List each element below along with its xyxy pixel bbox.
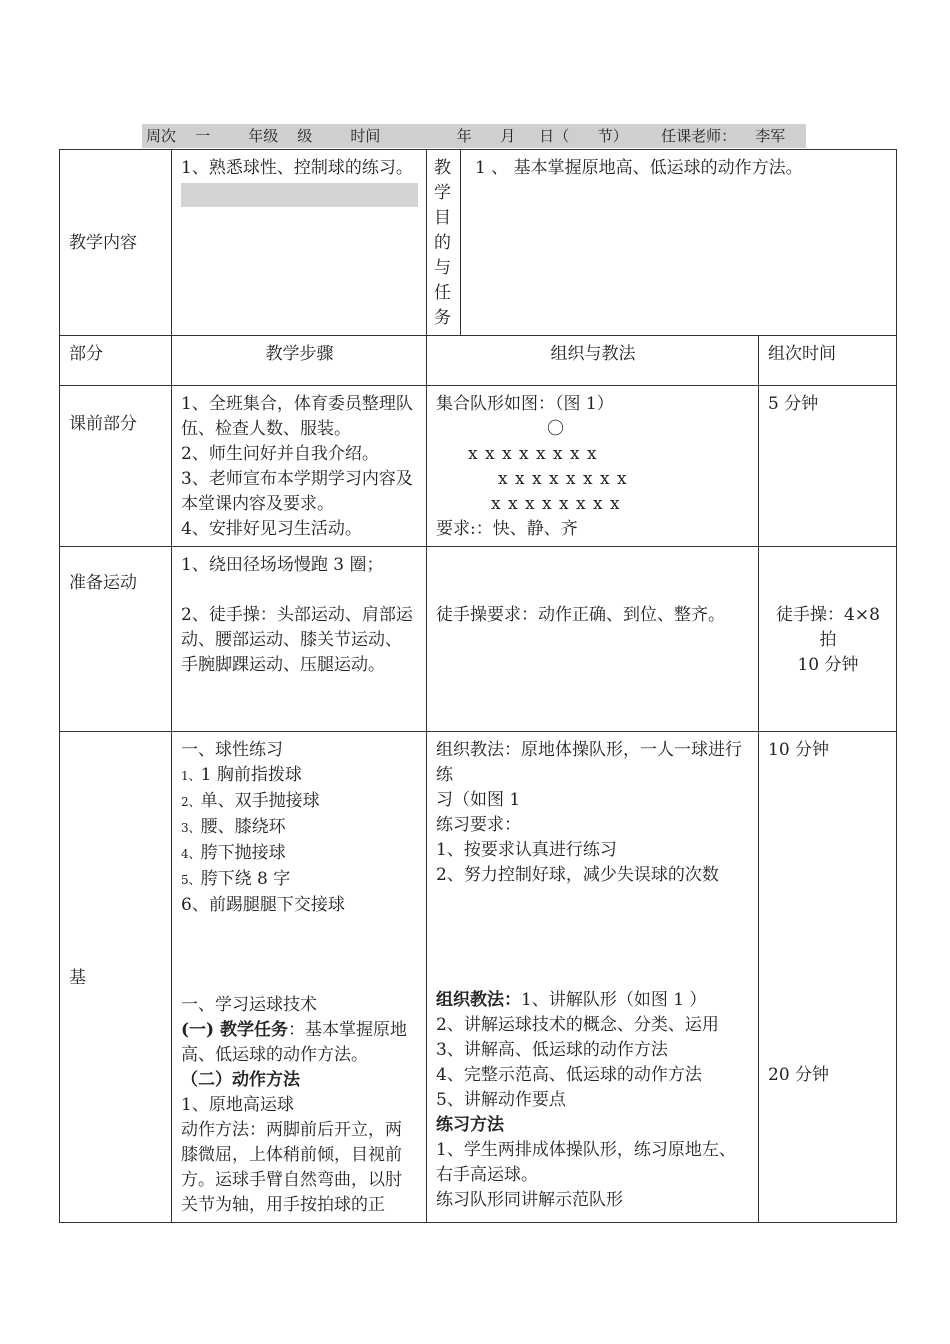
warmup-steps (172, 547, 427, 732)
warmup-time: 徒手操：4×8 拍 10 分钟 (759, 547, 897, 732)
ball-item: 1、1 胸前指拨球 (181, 765, 302, 785)
task-text: (一) 教学任务：基本掌握原地高、低运球的动作方法。 (181, 1020, 408, 1065)
pre-class-time: 5 分钟 (759, 386, 897, 547)
ball-item: 6、前踢腿腿下交接球 (181, 895, 345, 915)
col-method: 组织与教法 (427, 336, 759, 386)
ball-item: 4、胯下抛接球 (181, 843, 286, 863)
method-line: 习（如图 1 (436, 790, 521, 810)
teacher-marker: 〇 (547, 419, 564, 439)
formation-requirement: 要求:：快、静、齐 (436, 519, 578, 539)
pre-class-label: 课前部分 (60, 386, 172, 547)
content-cell (172, 150, 427, 336)
method-line: 练 (436, 765, 453, 785)
step-item: 4、安排好见习生活动。 (181, 519, 362, 539)
method-line: 练习要求： (436, 815, 521, 835)
method-line: 2、努力控制好球，减少失误球的次数 (436, 865, 719, 885)
content-text: 1、熟悉球性、控制球的练习。 (181, 158, 413, 178)
formation-row: x x x x x x x x (468, 444, 598, 464)
practice-line: 练习队形同讲解示范队形 (436, 1190, 623, 1210)
ball-item: 5、胯下绕 8 字 (181, 869, 291, 889)
time-dribble: 20 分钟 (768, 1065, 830, 1085)
step-item: 1、全班集合，体育委员整理队伍、检查人数、服装。 (181, 394, 413, 439)
pre-class-row (60, 386, 897, 547)
base-method (427, 732, 759, 1223)
warmup-label: 准备运动 (60, 547, 172, 732)
high-dribble-title: 1、原地高运球 (181, 1095, 294, 1115)
objective-label: 教 学 目 的 与 任 务 (434, 158, 451, 328)
formation-row: x x x x x x x x (491, 494, 621, 514)
high-dribble-text: 动作方法：两脚前后开立，两膝微屈，上体稍前倾，目视前方。运球手臂自然弯曲，以肘关节为轴，用手按拍球的正 (181, 1120, 402, 1215)
method-label: （二）动作方法 (181, 1070, 300, 1090)
lesson-header-bar: 周次 一 年级 级 时间 年 月 日（ 节） 任课老师： 李军 (142, 124, 806, 148)
objective-cell (427, 150, 897, 336)
method-line: 3、讲解高、低运球的动作方法 (436, 1040, 668, 1060)
formation-row: x x x x x x x x (498, 469, 628, 489)
pre-class-method (427, 386, 759, 547)
step-item: 1、绕田径场场慢跑 3 圈； (181, 555, 384, 575)
practice-title: 练习方法 (436, 1115, 504, 1135)
method-line: 组织教法：原地体操队形，一人一球进行 (436, 740, 742, 760)
base-row (60, 732, 897, 1223)
method-line: 5、讲解动作要点 (436, 1090, 566, 1110)
highlight-bar (181, 183, 418, 207)
method-line: 组织教法：1、讲解队形（如图 1 ） (436, 990, 707, 1010)
warmup-row (60, 547, 897, 732)
objective-text: 1 、 基本掌握原地高、低运球的动作方法。 (460, 150, 888, 335)
warmup-method (427, 547, 759, 732)
method-line: 2、讲解运球技术的概念、分类、运用 (436, 1015, 719, 1035)
ball-title: 一、球性练习 (181, 740, 283, 760)
warmup-requirement: 徒手操要求：动作正确、到位、整齐。 (436, 605, 725, 625)
time-ball: 10 分钟 (768, 740, 830, 760)
column-header-row (60, 336, 897, 386)
practice-line: 1、学生两排成体操队形，练习原地左、右手高运球。 (436, 1140, 736, 1185)
content-row (60, 150, 897, 336)
method-line: 4、完整示范高、低运球的动作方法 (436, 1065, 702, 1085)
method-line: 1、按要求认真进行练习 (436, 840, 617, 860)
base-label: 基 (60, 732, 172, 1223)
base-time (759, 732, 897, 1223)
col-time: 组次时间 (759, 336, 897, 386)
base-steps (172, 732, 427, 1223)
col-part: 部分 (60, 336, 172, 386)
col-steps: 教学步骤 (172, 336, 427, 386)
step-item: 3、老师宣布本学期学习内容及本堂课内容及要求。 (181, 469, 413, 514)
dribble-title: 一、学习运球技术 (181, 995, 317, 1015)
content-label: 教学内容 (60, 150, 172, 336)
ball-item: 3、腰、膝绕环 (181, 817, 286, 837)
pre-class-steps (172, 386, 427, 547)
ball-item: 2、单、双手抛接球 (181, 791, 320, 811)
step-item: 2、师生问好并自我介绍。 (181, 444, 379, 464)
formation-title: 集合队形如图：（图 1） (436, 394, 614, 414)
step-item: 2、徒手操：头部运动、肩部运动、腰部运动、膝关节运动、手腕脚踝运动、压腿运动。 (181, 605, 413, 675)
lesson-plan-table (59, 149, 897, 1223)
